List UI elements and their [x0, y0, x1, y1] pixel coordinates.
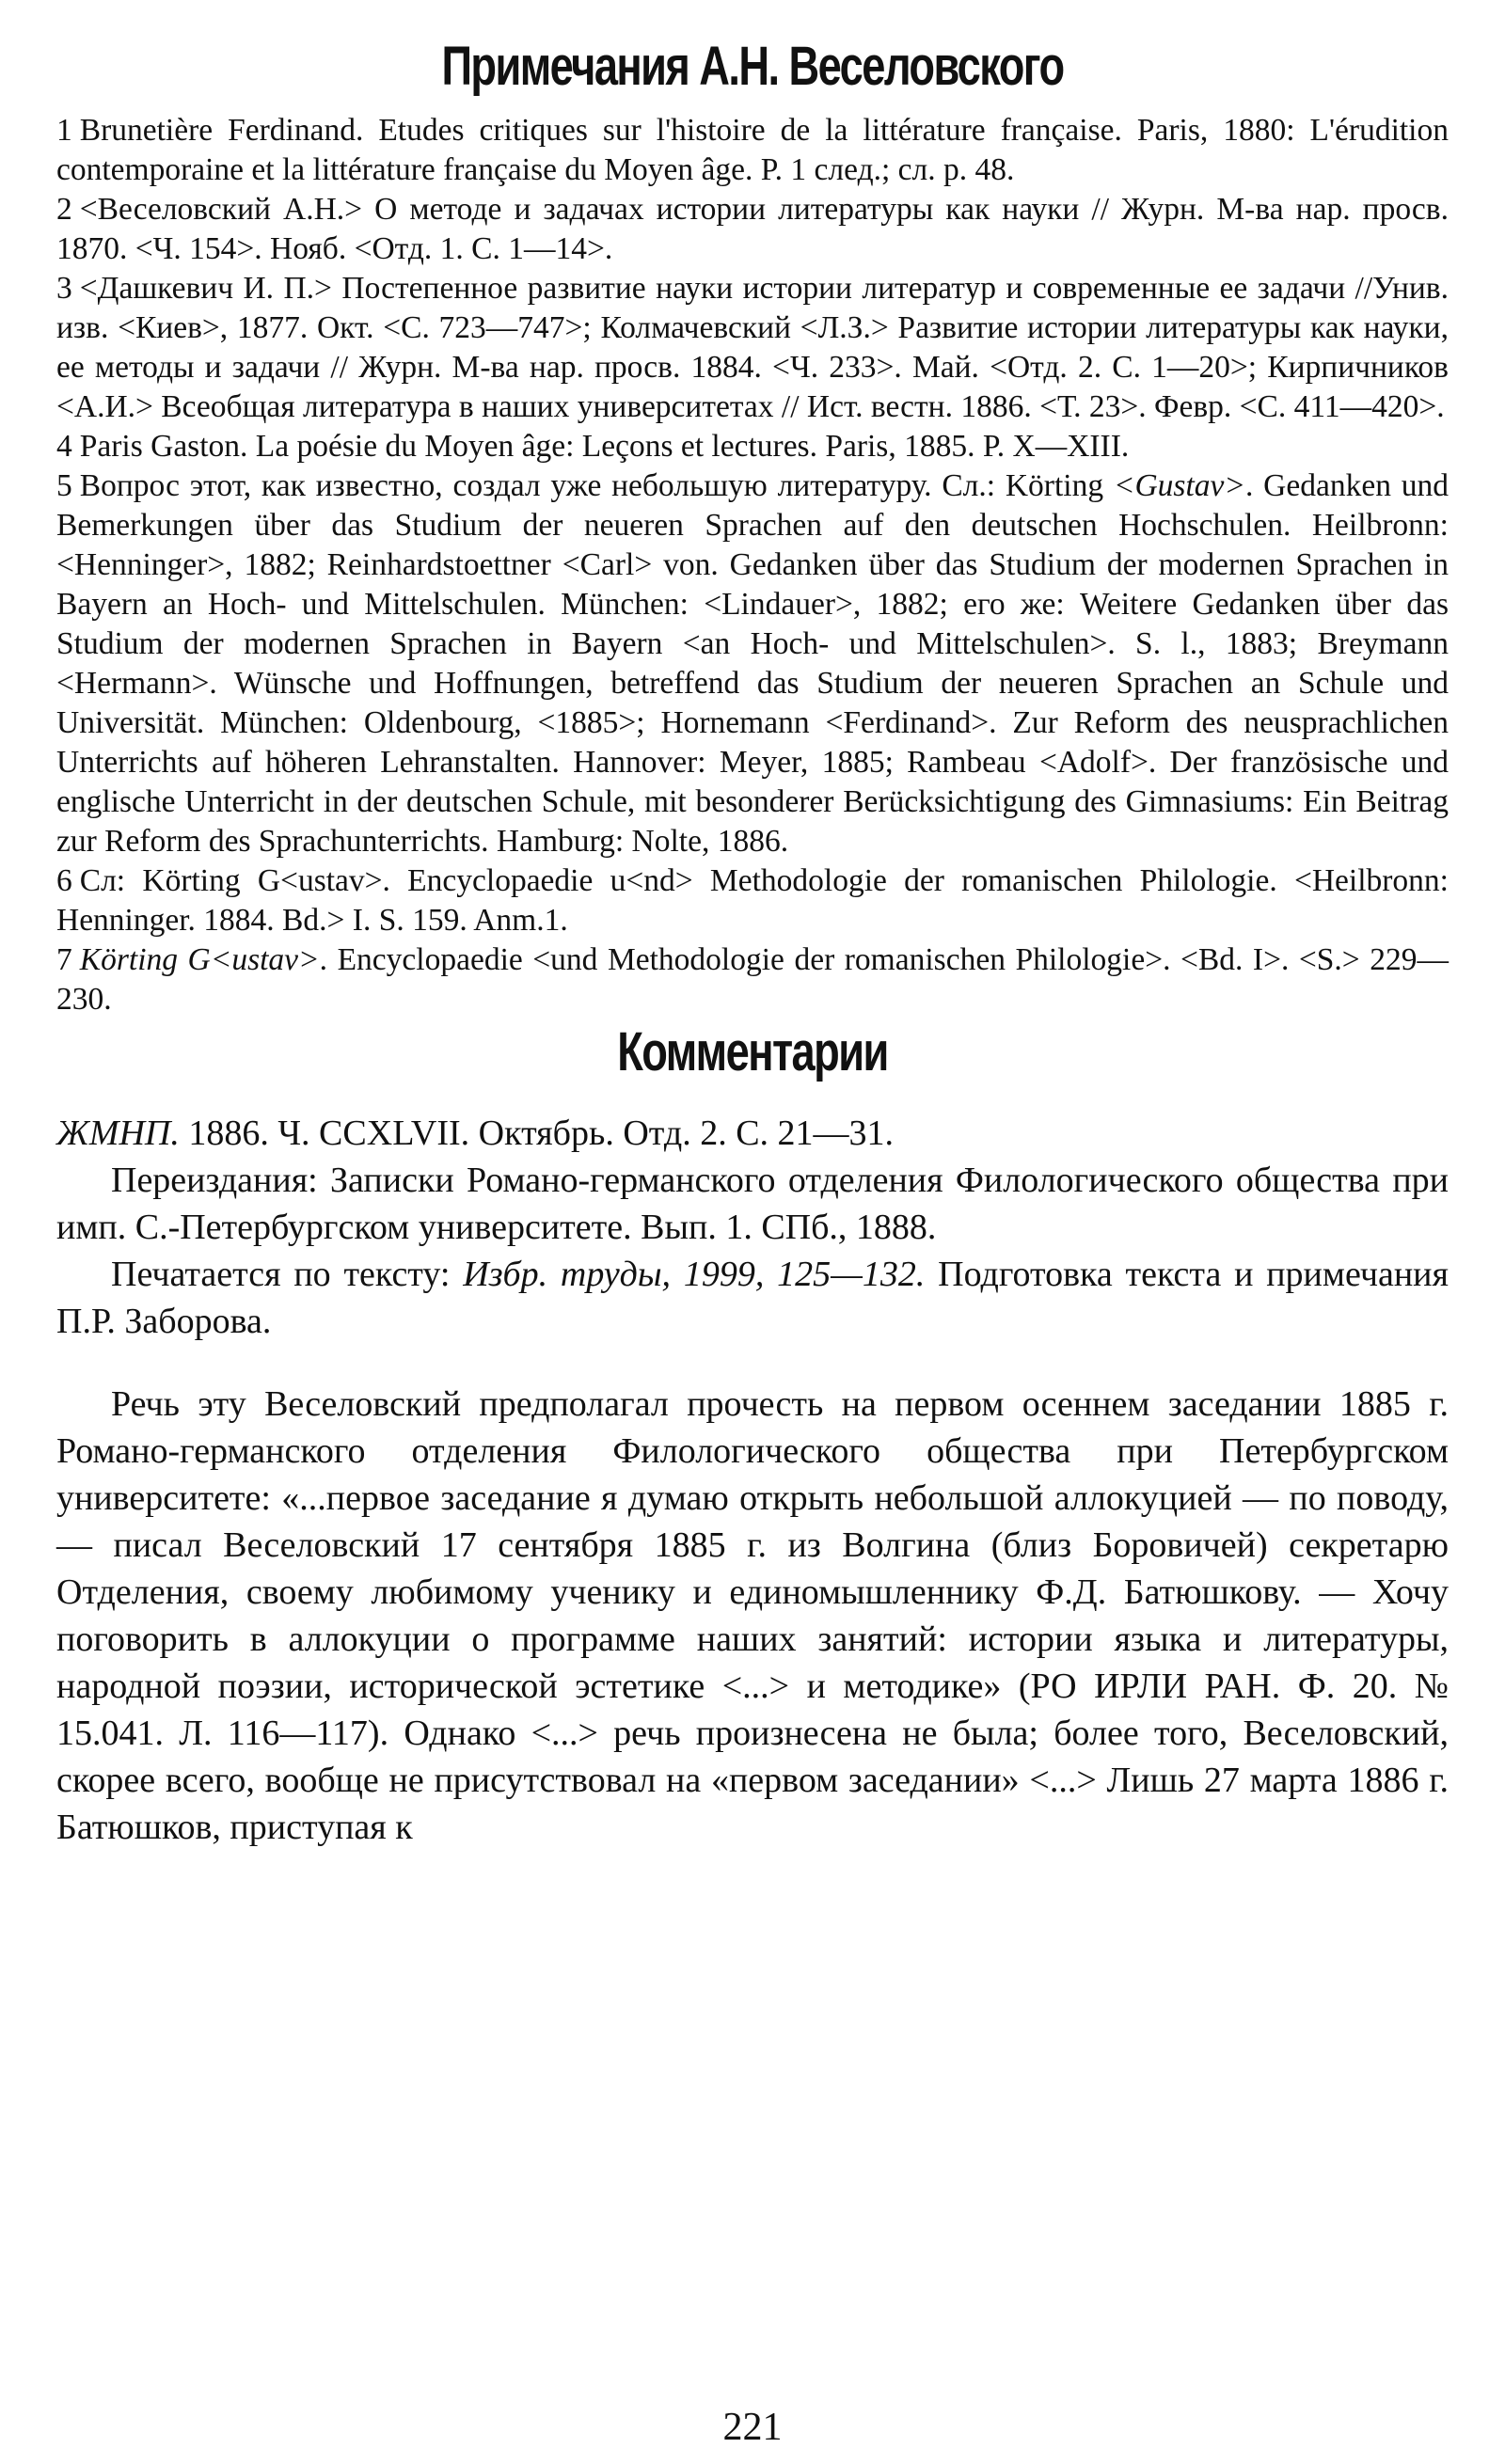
notes-list — [56, 111, 1449, 1019]
note-5 — [56, 466, 1449, 861]
note-text-end: . Encyclopaedie <und Methodologie der romanischen Philologie>. <Bd. I>. <S.> 229—230. — [56, 942, 1449, 1017]
page — [56, 34, 1449, 1851]
comments-title: Комментарии — [617, 1021, 888, 1082]
source-details: 1886. Ч. CCXLVII. Октябрь. Отд. 2. С. 21—31. — [179, 1114, 895, 1153]
note-number: 2 — [56, 192, 72, 227]
notes-title: Примечания А.Н. Веселовского — [441, 36, 1064, 97]
commentary-paragraph: Речь эту Веселовский предполагал прочесть на первом осеннем заседании 1885 г. Романо-германского отделения Филологического общества при Петербургском университете: «...первое заседание я думаю открыть небольшой аллокуцией — по поводу, — писал Веселовский 17 сентября 1885 г. из Волгина (близ Боровичей) секретарю Отделения, своему любимому ученику и единомышленнику Ф.Д. Батюшкову. — Хочу поговорить в аллокуции о программе наших занятий: истории языка и литературы, народной поэзии, исторической эстетике <...> и методике» (РО ИРЛИ РАН. Ф. 20. № 15.041. Л. 116—117). Однако <...> речь произнесена не была; более того, Веселовский, скорее всего, вообще не присутствовал на «первом заседании» <...> Лишь 27 марта 1886 г. Батюшков, приступая к — [56, 1384, 1449, 1847]
note-text: Brunetière Ferdinand. Etudes critiques sur l'histoire de la littérature française. Paris, 1880: L'érudition contemporaine et la littérature française du Moyen âge. P. 1 след.; сл. p. 48. — [56, 113, 1449, 187]
paragraph-gap — [56, 1345, 1449, 1381]
note-4 — [56, 427, 1449, 466]
note-number: 3 — [56, 271, 72, 306]
source-journal: ЖМНП. — [56, 1114, 180, 1153]
note-text: Сл: Körting G<ustav>. Encyclopaedie u<nd> Methodologie der romanischen Philologie. <Heilbronn: Henninger. 1884. Bd.> I. S. 159. Anm.1. — [56, 863, 1449, 938]
note-7 — [56, 940, 1449, 1019]
printed-from-paragraph — [56, 1251, 1449, 1345]
note-text-italic: Körting G<ustav> — [79, 942, 320, 977]
note-text: Paris Gaston. La poésie du Moyen âge: Leçons et lectures. Paris, 1885. P. X—XIII. — [79, 429, 1130, 464]
note-text-end: . Gedanken und Bemerkungen über das Studium der neueren Sprachen auf den deutschen Hochschulen. Heilbronn: <Henninger>, 1882; Reinhardstoettner <Carl> von. Gedanken über das Studium der modernen Sprachen in Bayern an Hoch- und Mittelschulen. München: <Lindauer>, 1882; его же: Weitere Gedanken über das Studium der modernen Sprachen in Bayern <an Hoch- und Mittelschulen>. S. l., 1883; Breymann <Hermann>. Wünsche und Hoffnungen, betreffend das Studium der neueren Sprachen an Schule und Universität. München: Oldenbourg, <1885>; Hornemann <Ferdinand>. Zur Reform des neusprachlichen Unterrichts auf höheren Lehranstalten. Hannover: Meyer, 1885; Rambeau <Adolf>. Der französische und englische Unterricht in der deutschen Schule, mit besonderer Berücksichtigung des Gimnasiums: Ein Beitrag zur Reform des Sprachunterrichts. Hamburg: Nolte, 1886. — [56, 468, 1449, 859]
note-number: 7 — [56, 942, 72, 977]
printed-prefix: Печатается по тексту: — [111, 1255, 464, 1294]
reprint-paragraph: Переиздания: Записки Романо-германского отделения Филологического общества при имп. С.-Петербургском университете. Вып. 1. СПб., 1888. — [56, 1161, 1449, 1247]
note-2 — [56, 190, 1449, 269]
note-number: 1 — [56, 113, 72, 148]
comments-body — [56, 1110, 1449, 1851]
note-6 — [56, 861, 1449, 940]
printed-suffix: Подготовка текста и примечания П.Р. Заборова. — [56, 1255, 1449, 1341]
printed-source: Избр. труды, 1999, 125—132. — [463, 1255, 926, 1294]
note-1 — [56, 111, 1449, 190]
note-text: <Веселовский А.Н.> О методе и задачах истории литературы как науки // Журн. М-ва нар. просв. 1870. <Ч. 154>. Нояб. <Отд. 1. С. 1—14>. — [56, 192, 1449, 266]
note-number: 4 — [56, 429, 72, 464]
note-text: <Дашкевич И. П.> Постепенное развитие науки истории литератур и современные ее задачи //Унив. изв. <Киев>, 1877. Окт. <С. 723—747>; Колмачевский <Л.З.> Развитие истории литературы как науки, ее методы и задачи // Журн. М-ва нар. просв. 1884. <Ч. 233>. Май. <Отд. 2. С. 1—20>; Кирпичников <А.И.> Всеобщая литература в наших университетах // Ист. вестн. 1886. <Т. 23>. Февр. <С. 411—420>. — [56, 271, 1449, 424]
note-3 — [56, 269, 1449, 427]
note-text-start: Вопрос этот, как известно, создал уже небольшую литературу. Сл.: Körting — [79, 468, 1114, 503]
note-number: 5 — [56, 468, 72, 503]
page-number: 221 — [722, 2406, 783, 2449]
note-text-italic: <Gustav> — [1113, 468, 1245, 503]
source-line — [56, 1110, 1449, 1157]
note-number: 6 — [56, 863, 72, 898]
